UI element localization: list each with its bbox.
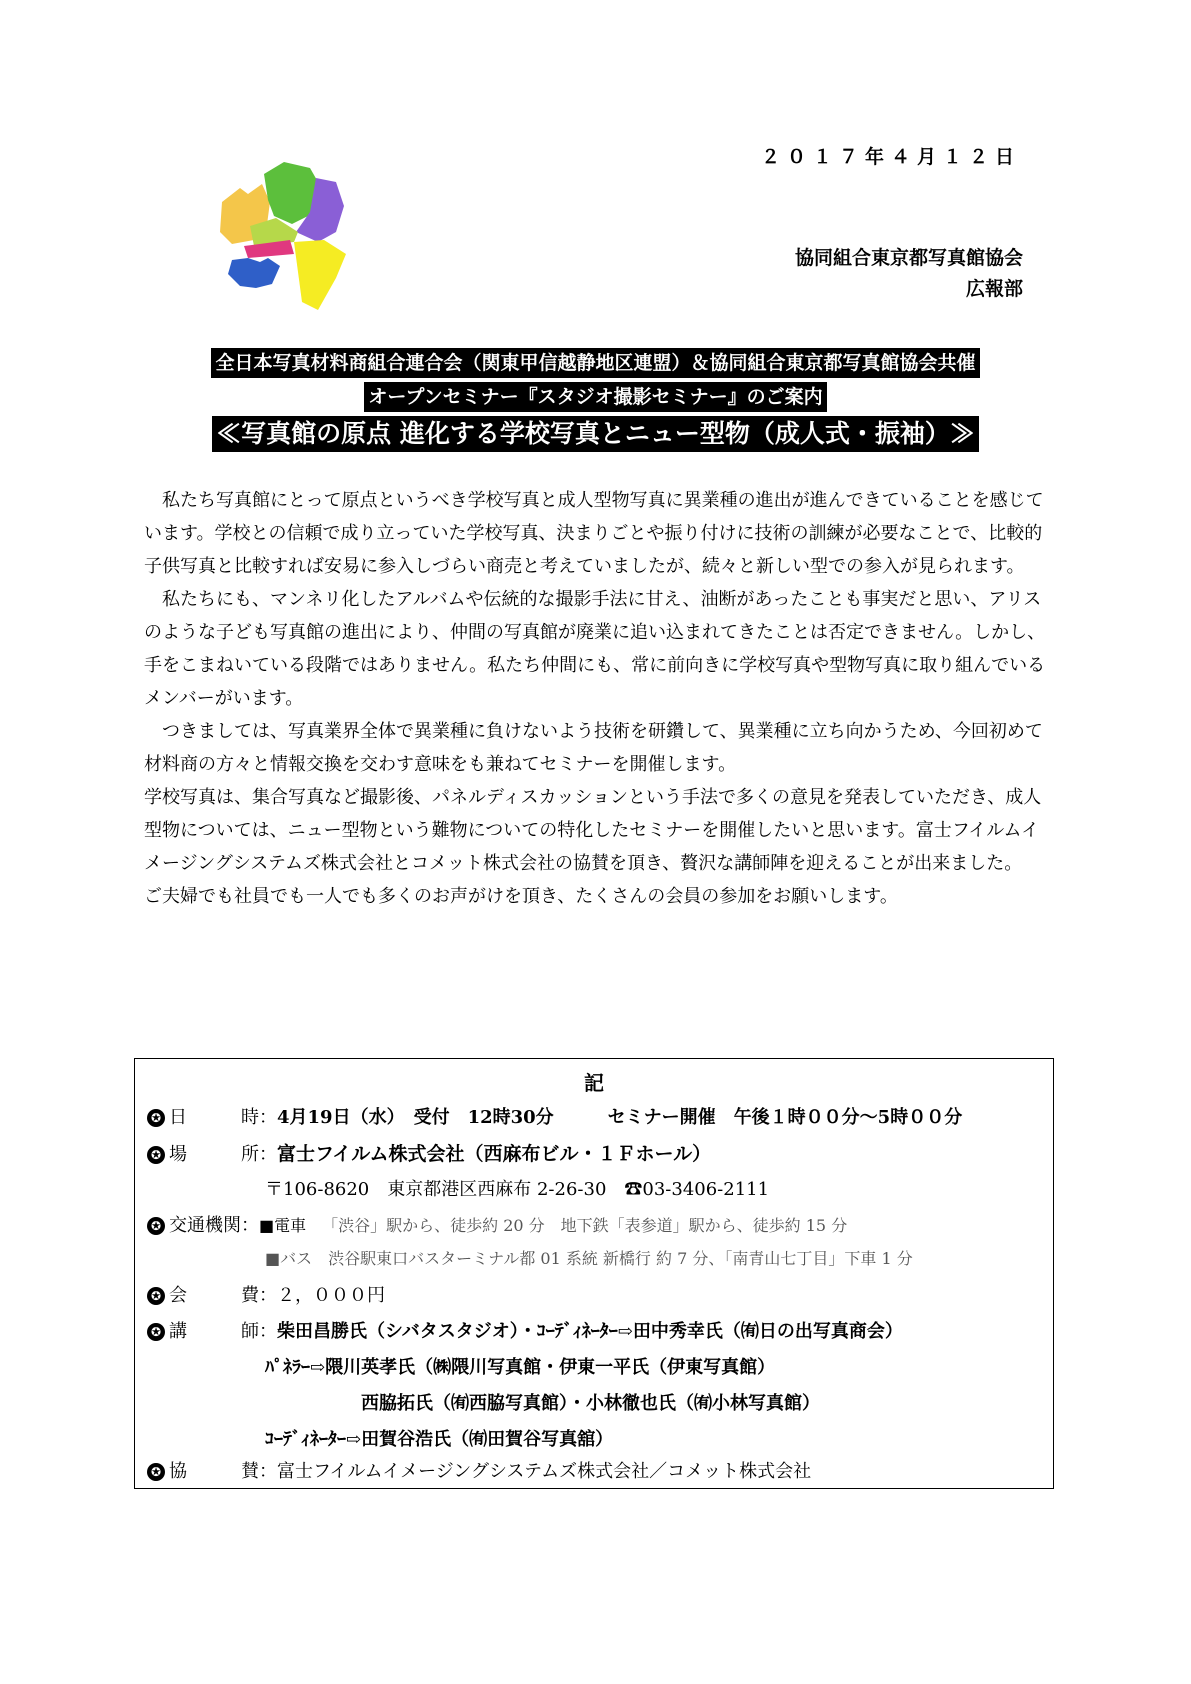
transport-label: 交通機関：	[169, 1215, 259, 1236]
banner-cohost	[0, 348, 1191, 378]
lecturer-line-4: ｺｰﾃﾞｨﾈｰﾀｰ⇨田賀谷浩氏（㈲田賀谷写真舘）	[265, 1429, 614, 1450]
details-box	[134, 1058, 1054, 1489]
date-value: 4月19日（水） 受付 12時30分 セミナー開催 午後１時００分～5時００分	[277, 1107, 963, 1128]
star-bullet-icon: ✪	[147, 1217, 165, 1235]
star-bullet-icon: ✪	[147, 1109, 165, 1127]
organization-name: 協同組合東京都写真館協会	[794, 247, 1023, 269]
star-bullet-icon: ✪	[147, 1287, 165, 1305]
sponsor-label: 協 賛：	[169, 1461, 277, 1482]
row-sponsor	[147, 1457, 811, 1483]
banner-title-text: ≪写真館の原点 進化する学校写真とニュー型物（成人式・振袖）≫	[212, 416, 979, 452]
banner-seminar-text: オープンセミナー『スタジオ撮影セミナー』のご案内	[364, 382, 826, 412]
organization-dept: 広報部	[965, 278, 1023, 300]
paragraph: つきましては、写真業界全体で異業種に負けないよう技術を研鑽して、異業種に立ち向かうため、今回初めて材料商の方々と情報交換を交わす意味をも兼ねてセミナーを開催します。	[144, 721, 1043, 775]
transport-train: 「渋谷」駅から、徒歩約 20 分 地下鉄「表参道」駅から、徒歩約 15 分	[322, 1216, 848, 1235]
place-label: 場 所：	[169, 1144, 277, 1165]
place-value: 富士フイルム株式会社（西麻布ビル・１Ｆホール）	[277, 1143, 712, 1165]
row-place	[147, 1139, 711, 1166]
organization-block	[795, 243, 1023, 305]
date-label: 日 時：	[169, 1107, 277, 1128]
document-date: ２０１７年４月１２日	[760, 146, 1021, 168]
row-date	[147, 1103, 962, 1129]
transport-bus: ■バス 渋谷駅東口バスターミナル都 01 系統 新橋行 約 7 分、「南青山七丁目」下車 1 分	[265, 1249, 913, 1268]
banner-cohost-text: 全日本写真材料商組合連合会（関東甲信越静地区連盟）＆協同組合東京都写真館協会共催	[211, 348, 979, 378]
paragraph: ご夫婦でも社員でも一人でも多くのお声がけを頂き、たくさんの会員の参加をお願いします。	[144, 886, 898, 907]
paragraph: 学校写真は、集合写真など撮影後、パネルディスカッションという手法で多くの意見を発表していただき、成人型物については、ニュー型物という難物についての特化したセミナーを開催したいと思います。富士フイルムイメージングシステムズ株式会社とコメット株式会社の協賛を頂き、贅沢な講師陣を迎えることが出来ました。	[144, 787, 1042, 874]
lecturer-line-1: 柴田昌勝氏（シバタスタジオ）・ｺｰﾃﾞｨﾈｰﾀｰ⇨田中秀幸氏（㈲日の出写真商会）	[277, 1321, 903, 1342]
transport-train-tag: ■電車	[259, 1216, 307, 1235]
sponsor-value: 富士フイルムイメージングシステムズ株式会社／コメット株式会社	[277, 1461, 812, 1482]
lecturer-label: 講 師：	[169, 1321, 277, 1342]
paragraph: 私たちにも、マンネリ化したアルバムや伝統的な撮影手法に甘え、油断があったことも事実だと思い、アリスのような子ども写真館の進出により、仲間の写真館が廃業に追い込まれてきたことは否定できません。しかし、手をこまねいている段階ではありません。私たち仲間にも、常に前向きに学校写真や型物写真に取り組んでいるメンバーがいます。	[144, 589, 1046, 709]
star-bullet-icon: ✪	[147, 1146, 165, 1164]
fee-label: 会 費：	[169, 1285, 277, 1306]
body-text	[144, 484, 1056, 913]
lecturer-line-3: 西脇拓氏（㈲西脇写真館）・小林徹也氏（㈲小林写真館）	[361, 1393, 820, 1414]
banner-seminar	[0, 382, 1191, 412]
address: 〒106-8620 東京都港区西麻布 2-26-30 ☎03-3406-2111	[265, 1179, 770, 1200]
banner-title	[0, 416, 1191, 452]
paragraph: 私たち写真館にとって原点というべき学校写真と成人型物写真に異業種の進出が進んできていることを感じています。学校との信頼で成り立っていた学校写真、決まりごとや振り付けに技術の訓練が必要なことで、比較的子供写真と比較すれば安易に参入しづらい商売と考えていましたが、続々と新しい型での参入が見られます。	[144, 490, 1044, 577]
kanto-map-logo	[218, 162, 350, 312]
row-transport	[147, 1211, 847, 1237]
row-fee	[147, 1281, 385, 1307]
star-bullet-icon: ✪	[147, 1323, 165, 1341]
fee-value: ２，０００円	[277, 1285, 385, 1306]
lecturer-line-2: ﾊﾟﾈﾗｰ⇨隈川英孝氏（㈱隈川写真館・伊東一平氏（伊東写真館）	[265, 1357, 776, 1378]
row-lecturer	[147, 1317, 903, 1343]
star-bullet-icon: ✪	[147, 1463, 165, 1481]
details-heading: 記	[584, 1071, 604, 1095]
